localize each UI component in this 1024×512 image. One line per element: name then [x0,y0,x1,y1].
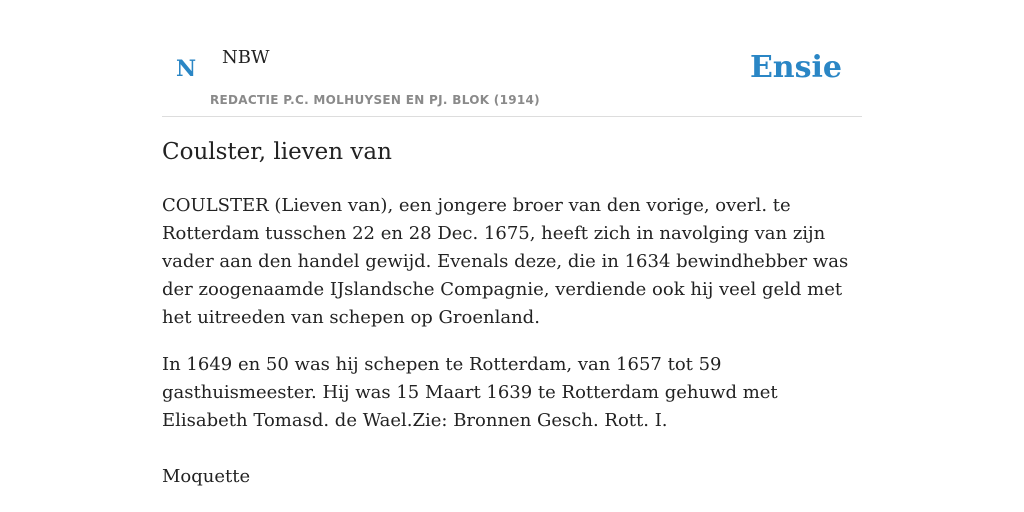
article-paragraph: COULSTER (Lieven van), een jongere broer van den vorige, overl. te Rotterdam tusschen 22 en 28 Dec. 1675, heeft zich in navolging van zijn vader aan den handel gewijd. Evenals deze, die in 1634 bewindhebber was der zoogenaamde IJslandsche Compagnie, verdiende ook hij veel geld met het uitreeden van schepen op Groenland. [162,195,849,328]
article-author: Moquette [162,466,251,487]
article-body [162,192,862,454]
source-header [162,0,862,117]
brand-logo-link[interactable]: Ensie [749,50,842,85]
source-name[interactable]: NBW [222,47,270,68]
article-paragraph: In 1649 en 50 was hij schepen te Rotterdam, van 1657 tot 59 gasthuismeester. Hij was 15 Maart 1639 te Rotterdam gehuwd met Elisabeth Tomasd. de Wael.Zie: Bronnen Gesch. Rott. I. [162,354,778,431]
source-logo-icon: N [176,56,197,82]
article-title: Coulster, lieven van [162,139,392,165]
source-editors: REDACTIE P.C. MOLHUYSEN EN PJ. BLOK (1914) [210,93,540,107]
